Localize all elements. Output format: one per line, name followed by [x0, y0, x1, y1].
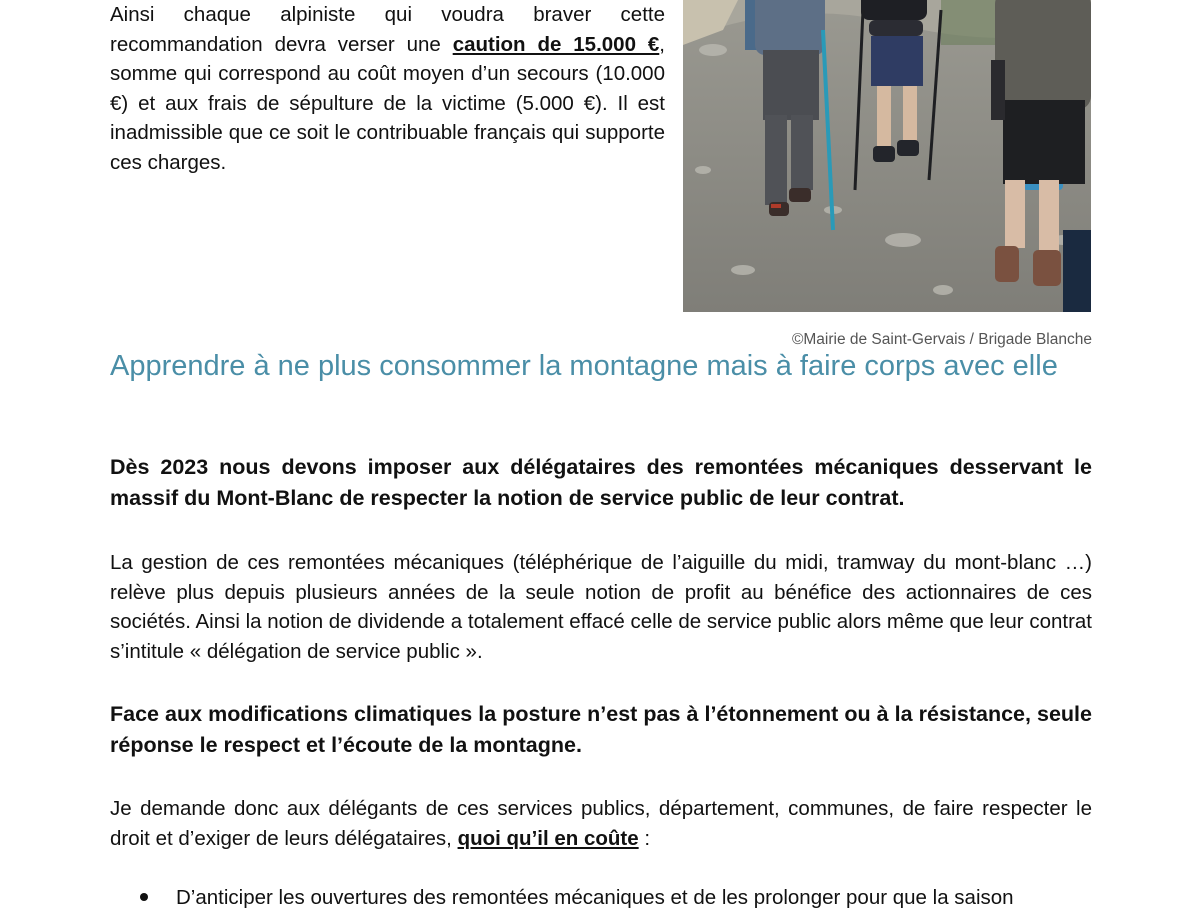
intro-text-before: Ainsi chaque alpiniste qui voudra braver cette recommandation devra verser une	[110, 3, 665, 56]
bullet-dot-icon	[140, 893, 148, 901]
deposit-amount: caution de 15.000 €	[452, 32, 660, 56]
bullet-text: D’anticiper les ouvertures des remontées mécaniques et de les prolonger pour que la saison	[176, 886, 1014, 909]
demand-text-after: :	[638, 826, 651, 850]
paragraph-ski-lift-operators: Dès 2023 nous devons imposer aux délégataires des remontées mécaniques desservant le massif du Mont-Blanc de respecter la notion de service public de leur contrat.	[110, 455, 1092, 510]
bullet-item-1	[140, 883, 1092, 913]
intro-text-after: , somme qui correspond au coût moyen d’un secours (10.000 €) et aux frais de sépulture de la victime (5.000 €). Il est inadmissible que ce soit le contribuable français qui supporte ces charges.	[110, 32, 665, 174]
demand-emphasis: quoi qu’il en coûte	[457, 826, 639, 850]
intro-paragraph	[110, 0, 665, 177]
paragraph-management: La gestion de ces remontées mécaniques (téléphérique de l’aiguille du midi, tramway du mont-blanc …) relève plus depuis plusieurs années de la seule notion de profit au bénéfice des actionnaires de ces sociétés. Ainsi la notion de dividende a totalement effacé celle de service public alors même que leur contrat s’intitule « délégation de service public ».	[110, 551, 1092, 663]
paragraph-climate: Face aux modifications climatiques la posture n’est pas à l’étonnement ou à la résistance, seule réponse le respect et l’écoute de la montagne.	[110, 702, 1092, 757]
paragraph-demand	[110, 794, 1092, 853]
photo-credit: ©Mairie de Saint-Gervais / Brigade Blanche	[791, 331, 1092, 348]
hikers-photo	[683, 0, 1091, 312]
demand-text-before: Je demande donc aux délégants de ces services publics, département, communes, de faire respecter le droit et d’exiger de leurs délégataires,	[110, 797, 1092, 850]
section-heading: Apprendre à ne plus consommer la montagne mais à faire corps avec elle	[110, 350, 1058, 382]
